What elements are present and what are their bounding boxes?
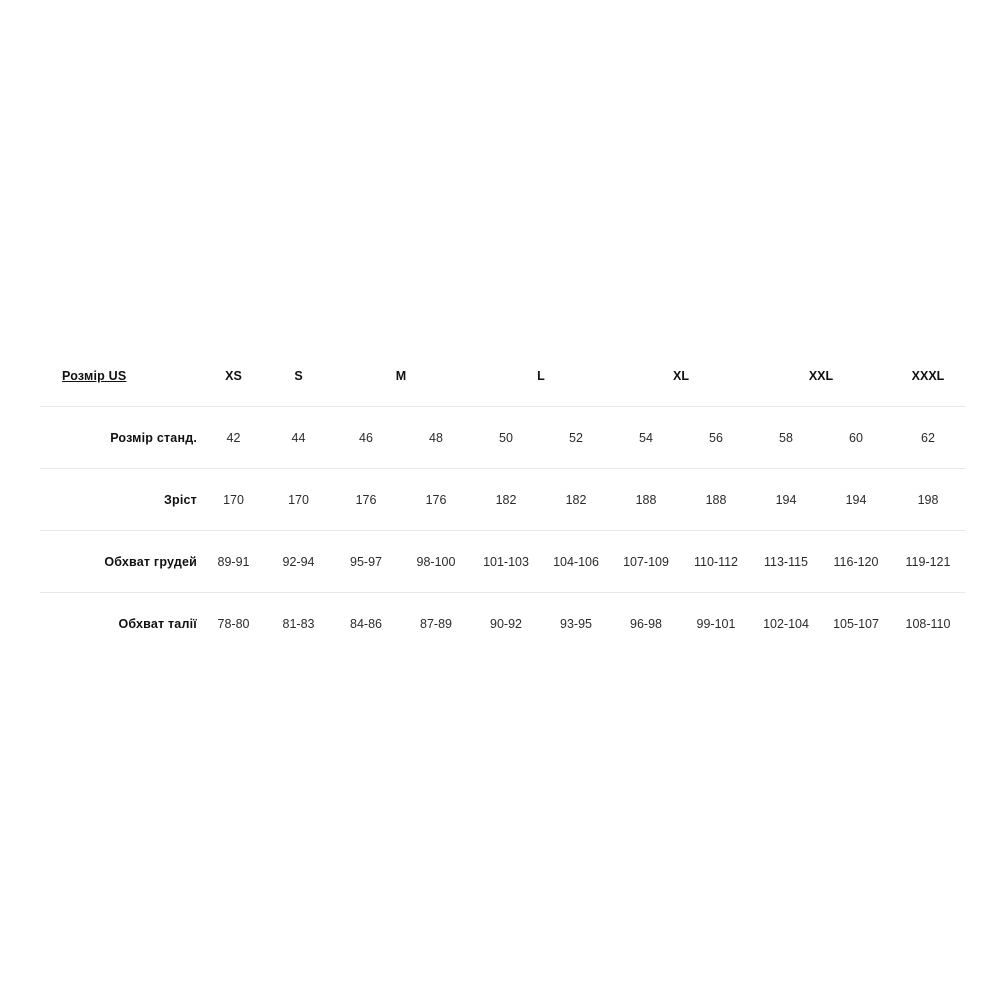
row-label-height: Зріст — [163, 492, 197, 507]
header-size-m: M — [395, 368, 407, 383]
cell-waist-11: 108-110 — [905, 616, 951, 631]
cell-waist-10: 105-107 — [833, 616, 879, 631]
cell-waist-9: 102-104 — [763, 616, 809, 631]
cell-chest-7: 107-109 — [623, 554, 669, 569]
cell-chest-9: 113-115 — [763, 554, 809, 569]
cell-standard-size-4: 48 — [429, 430, 443, 445]
cell-chest-6: 104-106 — [553, 554, 599, 569]
cell-chest-11: 119-121 — [905, 554, 951, 569]
cell-height-2: 170 — [288, 492, 309, 507]
header-size-l: L — [537, 368, 545, 383]
header-size-xs: XS — [225, 368, 242, 383]
table-row-chest — [40, 531, 965, 593]
cell-chest-8: 110-112 — [693, 554, 739, 569]
cell-standard-size-9: 58 — [779, 430, 793, 445]
cell-height-4: 176 — [425, 492, 447, 507]
cell-standard-size-6: 52 — [569, 430, 583, 445]
cell-height-6: 182 — [565, 492, 587, 507]
cell-standard-size-10: 60 — [849, 430, 863, 445]
cell-height-11: 198 — [917, 492, 939, 507]
cell-height-8: 188 — [705, 492, 727, 507]
cell-waist-8: 99-101 — [696, 616, 736, 631]
cell-standard-size-7: 54 — [639, 430, 653, 445]
cell-waist-3: 84-86 — [350, 616, 382, 631]
cell-waist-5: 90-92 — [490, 616, 522, 631]
cell-standard-size-3: 46 — [359, 430, 373, 445]
table-row-waist — [40, 593, 965, 655]
cell-waist-4: 87-89 — [420, 616, 452, 631]
cell-waist-1: 78-80 — [217, 616, 250, 631]
header-size-xxxl: XXXL — [911, 368, 945, 383]
cell-chest-5: 101-103 — [483, 554, 529, 569]
table-header-row — [40, 345, 965, 407]
table-row-standard-size — [40, 407, 965, 469]
table-row-height — [40, 469, 965, 531]
cell-chest-3: 95-97 — [350, 554, 382, 569]
cell-chest-2: 92-94 — [282, 554, 315, 569]
size-chart-table — [40, 345, 965, 654]
cell-height-5: 182 — [495, 492, 517, 507]
header-size-us: Розмір US — [62, 368, 127, 383]
size-chart-container — [40, 345, 965, 654]
cell-waist-6: 93-95 — [560, 616, 592, 631]
cell-height-1: 170 — [223, 492, 244, 507]
cell-standard-size-1: 42 — [226, 430, 241, 445]
cell-standard-size-8: 56 — [709, 430, 723, 445]
header-size-xxl: XXL — [808, 368, 834, 383]
cell-chest-4: 98-100 — [416, 554, 456, 569]
cell-height-9: 194 — [775, 492, 797, 507]
cell-standard-size-2: 44 — [291, 430, 306, 445]
cell-standard-size-11: 62 — [921, 430, 935, 445]
cell-height-3: 176 — [355, 492, 377, 507]
row-label-chest: Обхват грудей — [104, 554, 197, 569]
header-size-s: S — [294, 368, 303, 383]
row-label-standard-size: Розмір станд. — [110, 430, 197, 445]
cell-height-7: 188 — [635, 492, 657, 507]
cell-chest-1: 89-91 — [217, 554, 250, 569]
cell-waist-7: 96-98 — [630, 616, 662, 631]
cell-chest-10: 116-120 — [833, 554, 879, 569]
cell-height-10: 194 — [845, 492, 867, 507]
header-size-xl: XL — [673, 368, 689, 383]
row-label-waist: Обхват талії — [118, 616, 197, 631]
cell-waist-2: 81-83 — [282, 616, 315, 631]
cell-standard-size-5: 50 — [499, 430, 513, 445]
